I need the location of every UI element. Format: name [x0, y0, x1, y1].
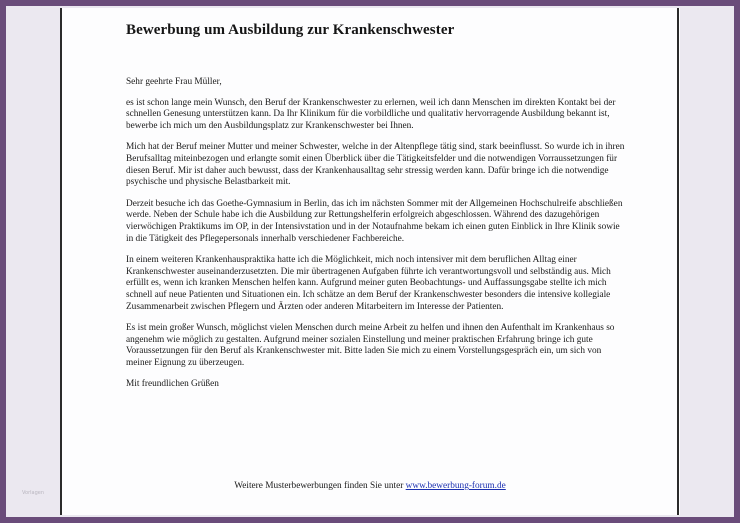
letter-title: Bewerbung um Ausbildung zur Krankenschwester [126, 22, 455, 38]
footer-link[interactable]: www.bewerbung-forum.de [405, 481, 506, 491]
paragraph-5: Es ist mein großer Wunsch, möglichst vielen Menschen durch meine Arbeit zu helfen und ihnen den Aufenthalt im Krankenhaus so angenehm wie möglich zu gestalten. Aufgrund meiner sozialen Einstellung und meiner praktischen Erfahrung bringe ich gute Voraussetzungen für den Beruf als Krankenschwester mit. Bitte laden Sie mich zu einem Vorstellungsgespräch ein, um sich von meiner Eignung zu überzeugen. [126, 323, 615, 368]
watermark: Vorlagen [22, 490, 45, 496]
footer [0, 481, 740, 491]
letter-body [126, 22, 626, 401]
paragraph-1: es ist schon lange mein Wunsch, den Beruf der Krankenschwester zu erlernen, weil ich dann Menschen im direkten Kontakt bei der schnellen Genesung unterstützen kann. Da Ihr Klinikum für die vorbildliche und qualitativ hervorragende Ausbildung bekannt ist, bewerbe ich mich um den Ausbildungsplatz zur Krankenschwester bei Ihnen. [126, 97, 616, 131]
salutation: Sehr geehrte Frau Müller, [126, 77, 222, 87]
left-border-line [60, 8, 62, 515]
paragraph-2: Mich hat der Beruf meiner Mutter und meiner Schwester, welche in der Altenpflege tätig sind, stark beeinflusst. So wurde ich in ihren Berufsalltag miteinbezogen und erlangte somit einen Überblick über die Tätigkeitsfelder und die notwendigen Vorraussetzungen für diesen Beruf. Mir ist daher auch bewusst, dass der Krankenhausalltag sehr stressig werden kann. Dafür bringe ich die notwendige psychische und physische Belastbarkeit mit. [126, 142, 625, 188]
paragraph-4: In einem weiteren Krankenhauspraktika hatte ich die Möglichkeit, mich noch intensiver mit dem beruflichen Alltag einer Krankenschwester auseinanderzusetzten. Die mir übertragenen Aufgaben führte ich verantwortungsvoll und selbständig aus. Mich erfüllt es, wenn ich kranken Menschen helfen kann. Aufgrund meiner guten Beobachtungs- und Auffassungsgabe stellte ich mich schnell auf neue Patienten und Situationen ein. Ich schätze an dem Beruf der Krankenschwester besonders die intensive kollegiale Zusammenarbeit zwischen Pflegern und Ärzten oder anderen Mitarbeitern im Interesse der Patienten. [126, 255, 611, 312]
closing: Mit freundlichen Grüßen [126, 379, 219, 390]
footer-text: Weitere Musterbewerbungen finden Sie unter [234, 481, 406, 491]
paragraph-3: Derzeit besuche ich das Goethe-Gymnasium in Berlin, das ich im nächsten Sommer mit der Allgemeinen Hochschulreife abschließen werde. Neben der Schule habe ich die Ausbildung zur Rettungshelferin erfolgreich abgeschlossen. Während des dazugehörigen vierwöchigen Praktikums im OP, in der Intensivstation und in der Notaufnahme bekam ich einen guten Einblick in Ihre Klinik sowie in die Tätigkeit des Pflegepersonals innerhalb verschiedener Fachbereiche. [126, 198, 623, 244]
right-border-line [677, 8, 679, 515]
